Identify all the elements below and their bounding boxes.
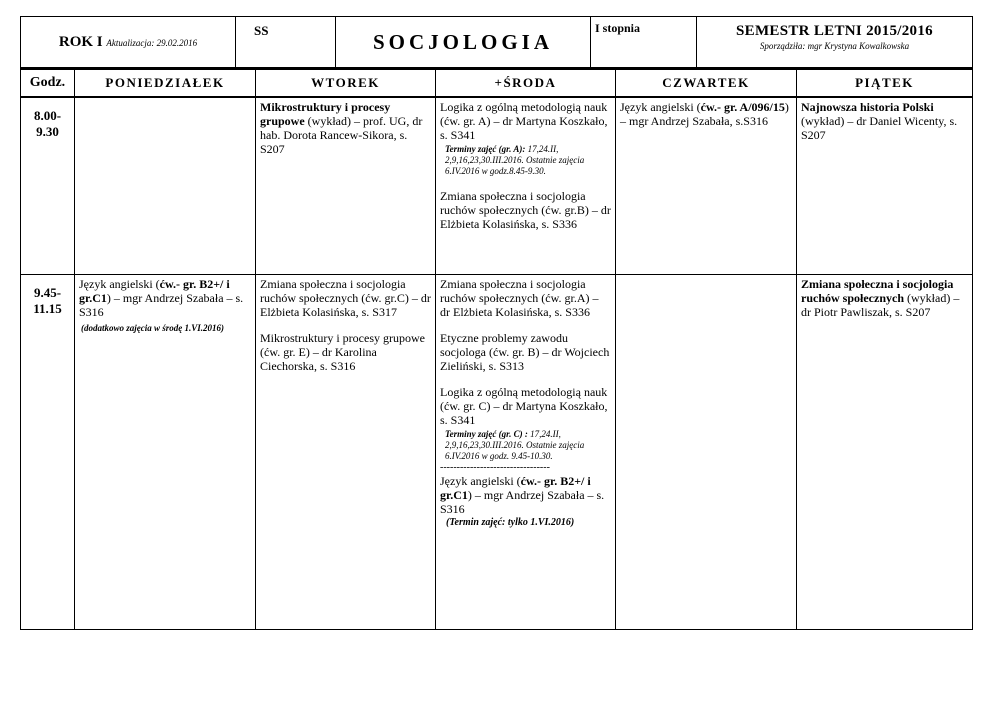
course-note: (Termin zajęć: tylko 1.VI.2016) <box>446 517 575 528</box>
tuesday-cell <box>256 275 436 630</box>
divider: --------------------------------- <box>440 462 550 473</box>
monday-cell <box>75 97 256 275</box>
course-group: ćw.- gr. A/096/15 <box>700 100 785 114</box>
course-note <box>440 144 611 177</box>
col-tuesday: WTOREK <box>256 69 436 98</box>
thursday-cell <box>616 275 797 630</box>
timetable-grid <box>20 67 973 630</box>
course-title: Najnowsza historia Polski <box>801 100 934 114</box>
note-text: 17,24.II, 2,9,16,23,30.III.2016. Ostatnie zajęcia 6.IV.2016 w godz. 9.45-10.30. <box>445 429 585 461</box>
course-entry: Logika z ogólną metodologią nauk (ćw. gr. C) – dr Martyna Koszkało, s. S341 <box>440 385 608 427</box>
wednesday-cell <box>436 97 616 275</box>
timetable-row <box>21 97 973 275</box>
course-entry: Mikrostruktury i procesy grupowe (ćw. gr. E) – dr Karolina Ciechorska, s. S316 <box>260 331 425 373</box>
degree-level: I stopnia <box>591 17 697 68</box>
note-label: Terminy zajęć (gr. A): <box>445 144 526 154</box>
wednesday-cell <box>436 275 616 630</box>
field-of-study: SOCJOLOGIA <box>336 17 591 68</box>
day-header-row <box>21 69 973 98</box>
course-title: Język angielski ( <box>620 100 701 114</box>
course-entry: Etyczne problemy zawodu socjologa (ćw. gr. B) – dr Wojciech Zieliński, s. S313 <box>440 331 610 373</box>
thursday-cell <box>616 97 797 275</box>
semester-title: SEMESTR LETNI 2015/2016 <box>736 23 933 39</box>
time-end: 11.15 <box>33 301 62 316</box>
course-entry: Logika z ogólną metodologią nauk (ćw. gr. A) – dr Martyna Koszkało, s. S341 <box>440 100 608 142</box>
col-thursday: CZWARTEK <box>616 69 797 98</box>
course-entry <box>440 474 611 516</box>
col-monday: PONIEDZIAŁEK <box>75 69 256 98</box>
friday-cell <box>797 97 973 275</box>
course-details: ) – mgr Andrzej Szabała – s. S316 <box>440 488 605 516</box>
course-details: ) – mgr Andrzej Szabała, s.S316 <box>620 100 789 128</box>
timetable-row <box>21 275 973 630</box>
semester-cell <box>697 17 973 68</box>
course-details: ) – mgr Andrzej Szabała – s. S316 <box>79 291 244 319</box>
col-hours: Godz. <box>21 69 75 98</box>
monday-cell <box>75 275 256 630</box>
course-details: (wykład) – dr Daniel Wicenty, s. S207 <box>801 114 958 142</box>
note-label: Terminy zajęć (gr. C) : <box>445 429 528 439</box>
course-note <box>440 429 611 462</box>
prepared-by: Sporządziła: mgr Krystyna Kowalkowska <box>759 41 910 51</box>
course-details: (wykład) – dr Piotr Pawliszak, s. S207 <box>801 291 960 319</box>
schedule-header <box>20 16 973 68</box>
course-title: Język angielski ( <box>440 474 521 488</box>
course-details: (wykład) – prof. UG, dr hab. Dorota Rancew-Sikora, s. S207 <box>260 114 423 156</box>
course-group: ćw.- gr. B2+/ i gr.C1 <box>79 277 230 305</box>
col-friday: PIĄTEK <box>797 69 973 98</box>
time-slot <box>21 275 75 630</box>
year-cell <box>21 17 236 68</box>
col-wednesday: +ŚRODA <box>436 69 616 98</box>
schedule-page <box>20 16 972 630</box>
tuesday-cell <box>256 97 436 275</box>
course-title: Zmiana społeczna i socjologia ruchów społecznych <box>801 277 954 305</box>
course-entry: Zmiana społeczna i socjologia ruchów społecznych (ćw. gr.A) – dr Elżbieta Kolasińska, s. S336 <box>440 277 599 319</box>
year-label: ROK I <box>58 33 103 50</box>
course-entry: Zmiana społeczna i socjologia ruchów społecznych (ćw. gr.C) – dr Elżbieta Kolasińska, s. S317 <box>260 277 431 319</box>
study-mode: SS <box>236 17 336 68</box>
course-title: Mikrostruktury i procesy grupowe <box>260 100 391 128</box>
time-slot <box>21 97 75 275</box>
course-note: (dodatkowo zajęcia w środę 1.VI.2016) <box>81 323 224 333</box>
time-end: 9.30 <box>36 124 59 139</box>
time-start: 8.00- <box>33 108 62 123</box>
course-entry: Zmiana społeczna i socjologia ruchów społecznych (ćw. gr.B) – dr Elżbieta Kolasińska, s. S336 <box>440 189 611 231</box>
course-group: ćw.- gr. B2+/ i gr.C1 <box>440 474 591 502</box>
course-title: Język angielski ( <box>79 277 160 291</box>
friday-cell <box>797 275 973 630</box>
update-date: Aktualizacja: 29.02.2016 <box>106 37 198 48</box>
time-start: 9.45- <box>33 285 62 300</box>
note-text: 17,24.II, 2,9,16,23,30.III.2016. Ostatnie zajęcia 6.IV.2016 w godz.8.45-9.30. <box>445 144 585 176</box>
